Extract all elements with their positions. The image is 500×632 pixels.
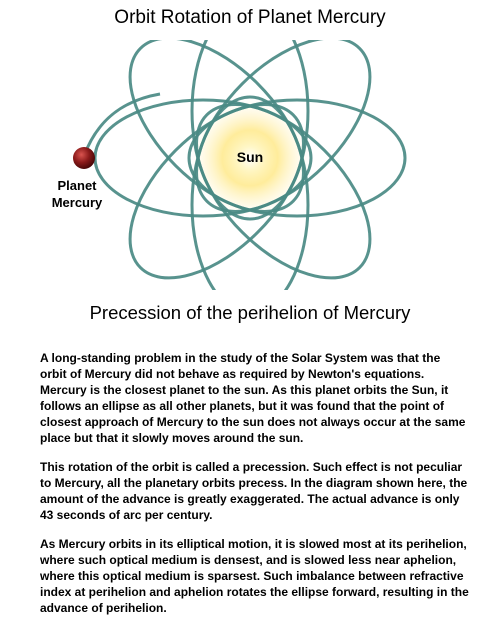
planet-label-line1: Planet <box>57 178 97 193</box>
paragraph: As Mercury orbits in its elliptical motion, it is slowed most at its perihelion, where such optical medium is densest, and is slowed less near aphelion, where this optical medium is sparsest. Such imbalance between refractive index at perihelion and aphelion rotates the ellipse forward, resulting in the advance of perihelion. <box>40 537 469 615</box>
article-body <box>40 350 470 629</box>
section-heading: Precession of the perihelion of Mercury <box>89 302 411 323</box>
planet-label-line2: Mercury <box>51 195 103 210</box>
planet-mercury-label <box>42 177 112 211</box>
sun-label: Sun <box>236 149 264 165</box>
orbit-diagram <box>0 40 500 290</box>
paragraph: A long-standing problem in the study of the Solar System was that the orbit of Mercury did not behave as required by Newton's equations. Mercury is the closest planet to the sun. As this planet orbits the Sun, it follows an ellipse as all other planets, but it was found that the point of closest approach of Mercury to the sun does not always occur at the same place but that it slowly moves around the sun. <box>40 351 466 445</box>
planet-mercury <box>73 147 95 169</box>
diagram-title: Orbit Rotation of Planet Mercury <box>114 7 386 28</box>
mercury-path <box>84 94 160 156</box>
paragraph: This rotation of the orbit is called a precession. Such effect is not peculiar to Mercury, all the planetary orbits precess. In the diagram shown here, the amount of the advance is greatly exaggerated. The actual advance is only 43 seconds of arc per century. <box>40 460 468 522</box>
